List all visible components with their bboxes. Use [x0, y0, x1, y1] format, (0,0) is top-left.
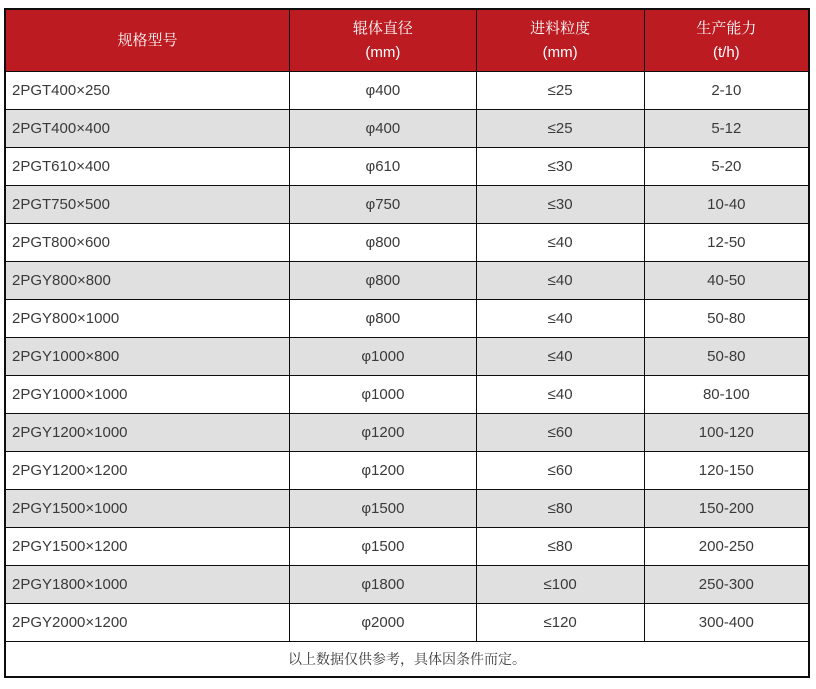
table-row — [5, 186, 809, 224]
table-footer — [5, 642, 809, 678]
diameter-cell: φ1800 — [290, 566, 477, 604]
capacity-cell: 50-80 — [644, 300, 809, 338]
capacity-cell: 5-20 — [644, 148, 809, 186]
capacity-cell: 120-150 — [644, 452, 809, 490]
table-row — [5, 300, 809, 338]
capacity-cell: 50-80 — [644, 338, 809, 376]
capacity-cell: 150-200 — [644, 490, 809, 528]
feed-size-cell: ≤120 — [476, 604, 644, 642]
col-header-capacity-unit: (t/h) — [712, 43, 740, 61]
feed-size-cell: ≤40 — [476, 224, 644, 262]
footer-note: 以上数据仅供参考，具体因条件而定。 — [5, 642, 809, 678]
feed-size-cell: ≤40 — [476, 338, 644, 376]
diameter-cell: φ1500 — [290, 528, 477, 566]
col-header-capacity — [644, 9, 809, 72]
table-row — [5, 72, 809, 110]
capacity-cell: 250-300 — [644, 566, 809, 604]
capacity-cell: 5-12 — [644, 110, 809, 148]
feed-size-cell: ≤40 — [476, 300, 644, 338]
model-cell: 2PGY1500×1200 — [5, 528, 290, 566]
diameter-cell: φ400 — [290, 72, 477, 110]
table-row — [5, 528, 809, 566]
col-header-diameter-unit: (mm) — [365, 43, 401, 61]
feed-size-cell: ≤30 — [476, 186, 644, 224]
table-row — [5, 604, 809, 642]
col-header-diameter-label: 辊体直径 — [352, 19, 413, 37]
feed-size-cell: ≤25 — [476, 72, 644, 110]
page — [0, 8, 816, 689]
table-row — [5, 376, 809, 414]
feed-size-cell: ≤25 — [476, 110, 644, 148]
model-cell: 2PGY1500×1000 — [5, 490, 290, 528]
col-header-diameter — [290, 9, 477, 72]
model-cell: 2PGY1200×1200 — [5, 452, 290, 490]
feed-size-cell: ≤100 — [476, 566, 644, 604]
diameter-cell: φ1000 — [290, 376, 477, 414]
capacity-cell: 300-400 — [644, 604, 809, 642]
col-header-feed-size-label: 进料粒度 — [530, 19, 591, 37]
table-row — [5, 490, 809, 528]
diameter-cell: φ800 — [290, 300, 477, 338]
diameter-cell: φ1500 — [290, 490, 477, 528]
model-cell: 2PGY800×1000 — [5, 300, 290, 338]
capacity-cell: 2-10 — [644, 72, 809, 110]
model-cell: 2PGT610×400 — [5, 148, 290, 186]
table-row — [5, 414, 809, 452]
col-header-feed-size — [476, 9, 644, 72]
spec-table — [4, 8, 810, 678]
table-row — [5, 110, 809, 148]
capacity-cell: 200-250 — [644, 528, 809, 566]
model-cell: 2PGY2000×1200 — [5, 604, 290, 642]
col-header-feed-size-unit: (mm) — [542, 43, 578, 61]
model-cell: 2PGY800×800 — [5, 262, 290, 300]
feed-size-cell: ≤80 — [476, 490, 644, 528]
footer-row — [5, 642, 809, 678]
col-header-model-label: 规格型号 — [117, 31, 178, 49]
feed-size-cell: ≤30 — [476, 148, 644, 186]
table-row — [5, 224, 809, 262]
capacity-cell: 80-100 — [644, 376, 809, 414]
col-header-capacity-label: 生产能力 — [696, 19, 757, 37]
capacity-cell: 100-120 — [644, 414, 809, 452]
diameter-cell: φ2000 — [290, 604, 477, 642]
feed-size-cell: ≤40 — [476, 376, 644, 414]
capacity-cell: 10-40 — [644, 186, 809, 224]
diameter-cell: φ750 — [290, 186, 477, 224]
diameter-cell: φ1000 — [290, 338, 477, 376]
model-cell: 2PGT400×400 — [5, 110, 290, 148]
model-cell: 2PGT750×500 — [5, 186, 290, 224]
table-row — [5, 262, 809, 300]
table-header — [5, 9, 809, 72]
feed-size-cell: ≤60 — [476, 414, 644, 452]
table-row — [5, 338, 809, 376]
diameter-cell: φ800 — [290, 224, 477, 262]
model-cell: 2PGT400×250 — [5, 72, 290, 110]
table-row — [5, 148, 809, 186]
capacity-cell: 12-50 — [644, 224, 809, 262]
feed-size-cell: ≤60 — [476, 452, 644, 490]
table-row — [5, 566, 809, 604]
table-body — [5, 72, 809, 642]
model-cell: 2PGY1000×1000 — [5, 376, 290, 414]
model-cell: 2PGY1000×800 — [5, 338, 290, 376]
model-cell: 2PGT800×600 — [5, 224, 290, 262]
table-row — [5, 452, 809, 490]
diameter-cell: φ1200 — [290, 414, 477, 452]
diameter-cell: φ400 — [290, 110, 477, 148]
feed-size-cell: ≤40 — [476, 262, 644, 300]
header-row — [5, 9, 809, 72]
diameter-cell: φ610 — [290, 148, 477, 186]
diameter-cell: φ1200 — [290, 452, 477, 490]
feed-size-cell: ≤80 — [476, 528, 644, 566]
diameter-cell: φ800 — [290, 262, 477, 300]
model-cell: 2PGY1800×1000 — [5, 566, 290, 604]
capacity-cell: 40-50 — [644, 262, 809, 300]
model-cell: 2PGY1200×1000 — [5, 414, 290, 452]
col-header-model — [5, 9, 290, 72]
